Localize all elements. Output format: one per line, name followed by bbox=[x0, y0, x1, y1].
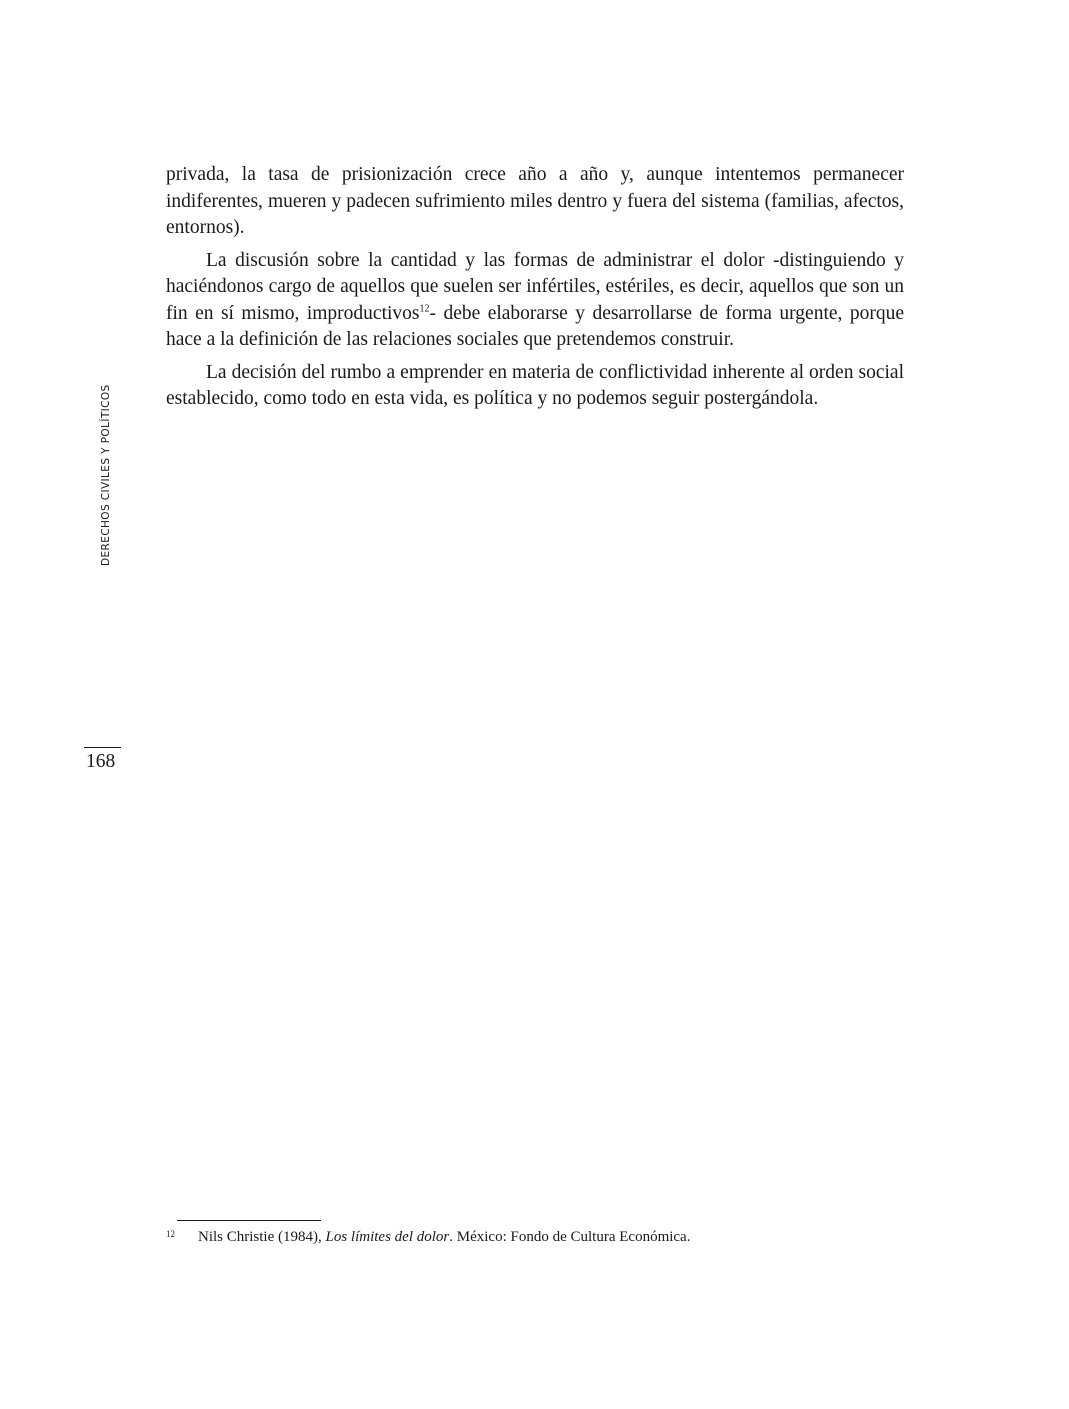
footnote-reference[interactable]: 12 bbox=[419, 303, 430, 314]
paragraph-1: privada, la tasa de prisionización crece año a año y, aunque intentemos permanecer indiferentes, mueren y padecen sufrimiento miles dentro y fuera del sistema (familias, afectos, entornos). bbox=[166, 164, 904, 238]
paragraph-2 bbox=[166, 248, 904, 354]
footnote-number: 12 bbox=[166, 1229, 175, 1239]
footnote bbox=[166, 1227, 690, 1247]
paragraph-2-text: La discusión sobre la cantidad y las formas de administrar el dolor -distinguiendo y haciéndonos cargo de aquellos que suelen ser infértiles, estériles, es decir, aquellos que son un fin en sí mismo, improductivos bbox=[166, 249, 904, 324]
page-number: 168 bbox=[86, 751, 116, 772]
body-text bbox=[166, 162, 904, 419]
page-number-rule bbox=[84, 747, 121, 748]
paragraph-3: La decisión del rumbo a emprender en materia de conflictividad inherente al orden social establecido, como todo en esta vida, es política y no podemos seguir postergándola. bbox=[166, 361, 904, 409]
footnote-text-end: . México: Fondo de Cultura Económica. bbox=[449, 1229, 691, 1245]
footnote-separator bbox=[177, 1220, 321, 1221]
running-head: DERECHOS CIVILES Y POLÍTICOS bbox=[100, 384, 112, 566]
footnote-text: Nils Christie (1984), bbox=[198, 1229, 326, 1245]
paragraph-2-text-continued: - debe elaborarse y desarrollarse de forma urgente, porque hace a la definición de las relaciones sociales que pretendemos construir. bbox=[166, 302, 904, 350]
footnote-book-title: Los límites del dolor bbox=[325, 1229, 450, 1245]
